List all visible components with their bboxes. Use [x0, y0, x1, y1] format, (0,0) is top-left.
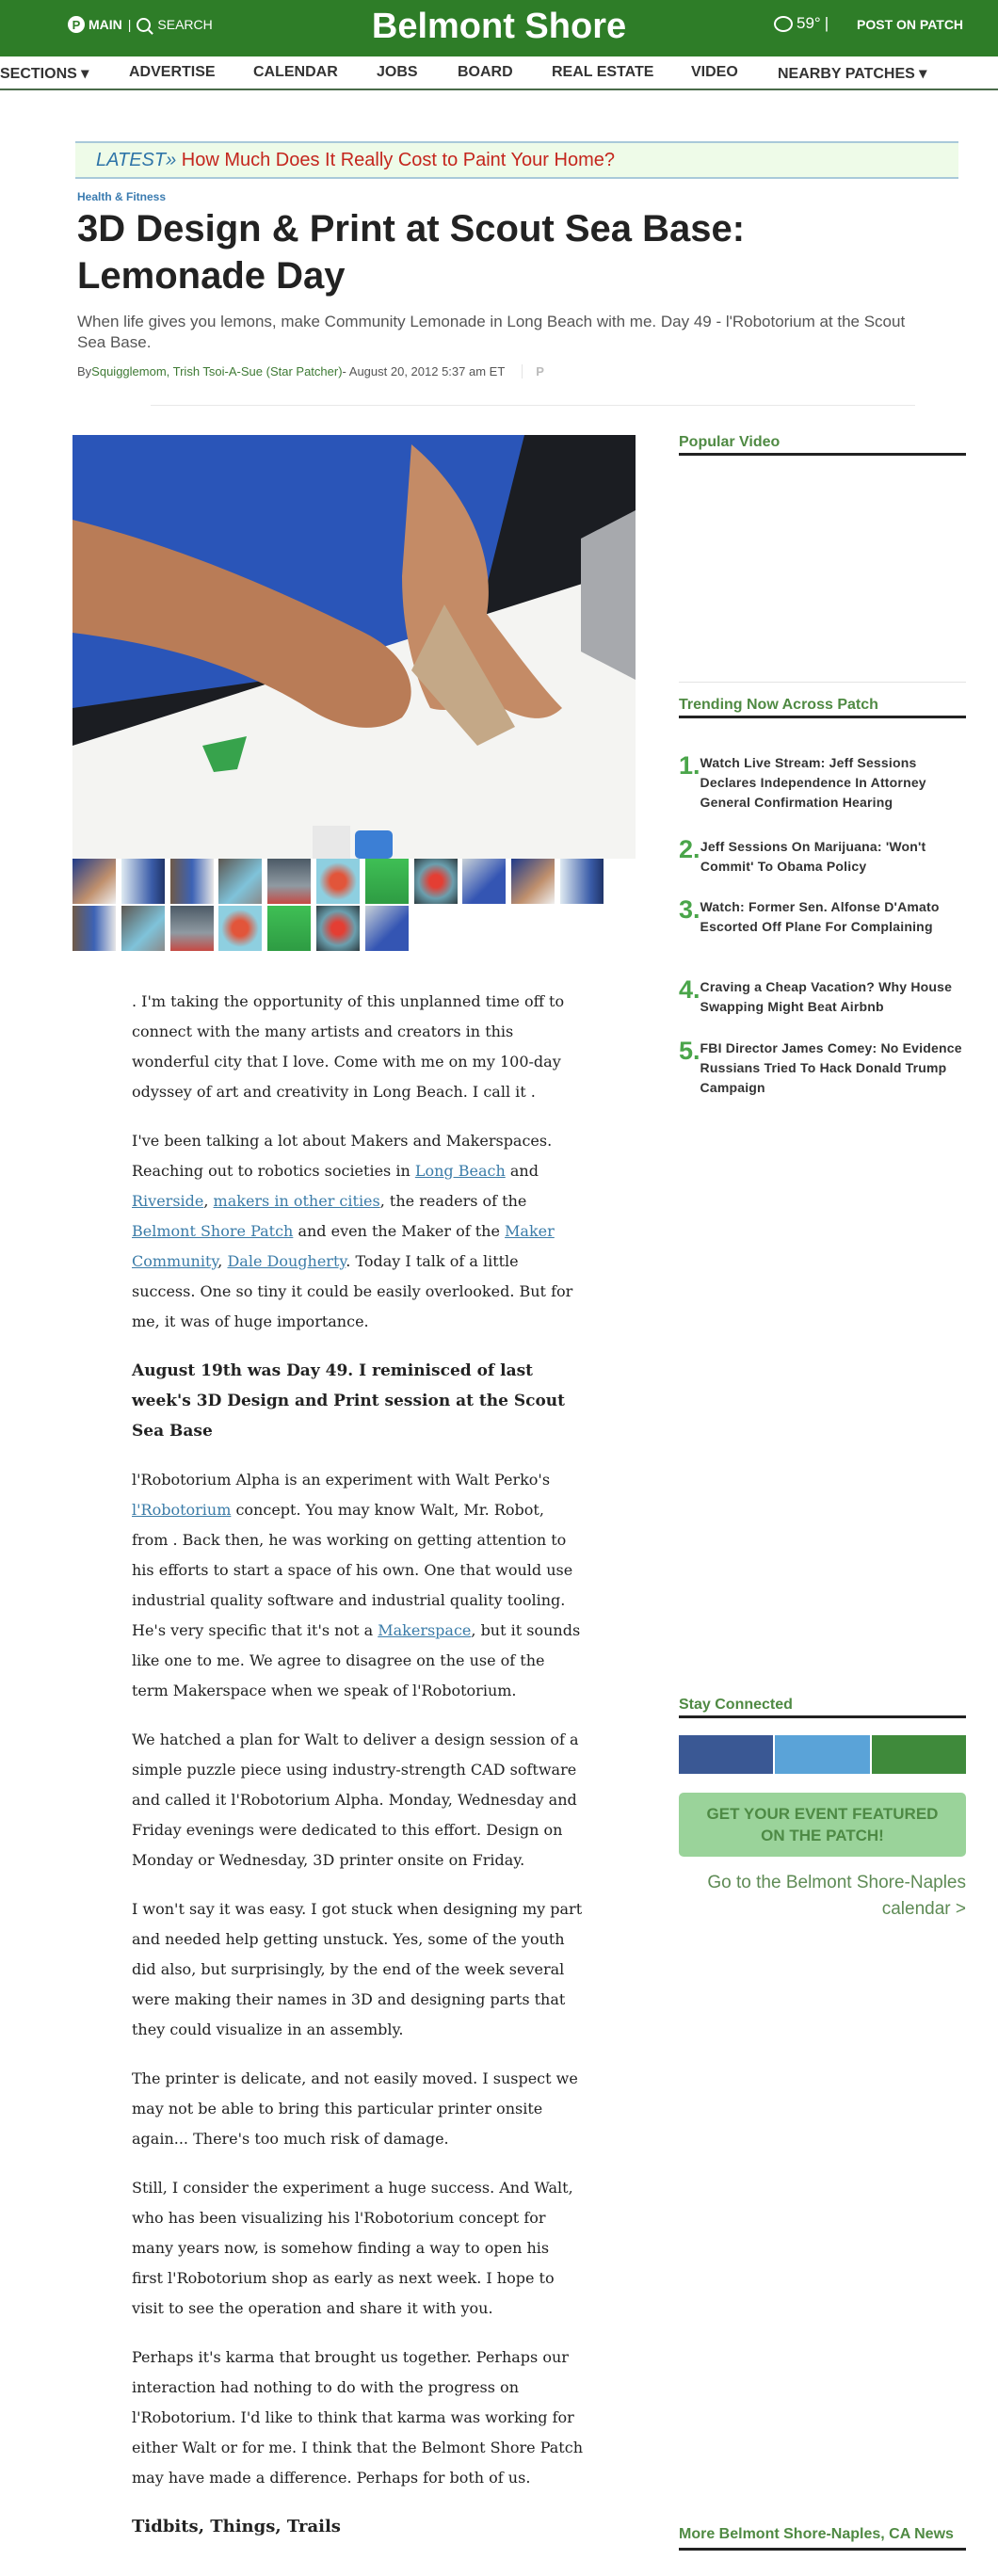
link-makers-other-cities[interactable]: makers in other cities — [213, 1192, 380, 1210]
nav-sections[interactable]: SECTIONS ▾ — [0, 66, 89, 82]
email-button[interactable] — [872, 1735, 966, 1774]
trending-link[interactable]: Craving a Cheap Vacation? Why House Swapping Might Beat Airbnb — [700, 979, 953, 1014]
link-long-beach[interactable]: Long Beach — [414, 1162, 506, 1180]
stay-connected-heading: Stay Connected — [679, 1697, 966, 1718]
trending-rank: 2. — [679, 835, 700, 863]
trending-rank: 5. — [679, 1037, 700, 1065]
text: and — [505, 1162, 539, 1180]
weather-separator: | — [824, 14, 829, 32]
search-icon — [137, 18, 151, 32]
thumbnail[interactable] — [365, 859, 409, 904]
main-label: MAIN — [89, 17, 122, 32]
get-event-featured-button[interactable] — [679, 1793, 966, 1857]
social-buttons — [679, 1735, 966, 1774]
thumbnail[interactable] — [267, 906, 311, 951]
publish-date: - August 20, 2012 5:37 am ET — [342, 364, 506, 378]
link-lrobotorium[interactable]: l'Robotorium — [132, 1501, 232, 1519]
article-subtitle: When life gives you lemons, make Community Lemonade in Long Beach with me. Day 49 - l'Robotorium at the Scout Sea Base. — [77, 313, 906, 351]
thumbnail[interactable] — [560, 859, 604, 904]
paragraph: Perhaps it's karma that brought us together. Perhaps our interaction had nothing to do with the progress on l'Robotorium. I'd like to think that karma was working for either Walt or for me. I think that the Belmont Shore Patch may have made a difference. Perhaps for both of us. — [132, 2348, 583, 2487]
paragraph — [132, 1126, 584, 1337]
trending-rank: 4. — [679, 975, 700, 1004]
trending-item[interactable] — [679, 837, 966, 877]
text: concept. You may know Walt, Mr. Robot, from . Back then, he was working on getting attention to his efforts to start a space of his own. One that would use industrial quality software and industrial quality tooling. He's very specific that it's not a — [132, 1501, 573, 1639]
site-title[interactable]: Belmont Shore — [371, 7, 627, 46]
nav-jobs[interactable]: JOBS — [377, 64, 418, 80]
popular-video-section — [679, 434, 966, 456]
nav-board[interactable]: BOARD — [458, 64, 513, 80]
paragraph: . I'm taking the opportunity of this unplanned time off to connect with the many artists and creators in this wonderful city that I love. Come with me on my 100-day odyssey of art and creativity in Long Beach. I call it . — [132, 992, 565, 1101]
paragraph: The printer is delicate, and not easily moved. I suspect we may not be able to bring this particular printer onsite again... There's too much risk of damage. — [132, 2069, 578, 2148]
nav-nearby-patches[interactable]: NEARBY PATCHES ▾ — [778, 66, 927, 82]
post-on-patch-button[interactable]: POST ON PATCH — [857, 17, 964, 32]
nav-calendar[interactable]: CALENDAR — [253, 64, 338, 80]
divider — [679, 682, 966, 683]
text: . Today I talk of a little success. One so tiny it could be easily overlooked. But for me, it was of huge importance. — [132, 1252, 573, 1330]
trending-item[interactable] — [679, 897, 966, 937]
weather[interactable] — [774, 14, 829, 33]
nav-advertise[interactable]: ADVERTISE — [129, 64, 216, 80]
article-title: 3D Design & Print at Scout Sea Base: Lemonade Day — [77, 208, 746, 297]
facebook-button[interactable] — [679, 1735, 773, 1774]
trending-link[interactable]: Watch: Former Sen. Alfonse D'Amato Escorted Off Plane For Complaining — [700, 899, 940, 934]
text: , but it sounds like one to me. We agree to disagree on the use of the term Makerspace when we speak of l'Robotorium. — [132, 1621, 581, 1699]
thumbnail[interactable] — [121, 859, 165, 904]
byline — [77, 364, 544, 378]
patch-logo-icon: P — [68, 16, 85, 33]
paragraph: I won't say it was easy. I got stuck when designing my part and needed help getting unstuck. Yes, some of the youth did also, but surprisingly, by the end of the week several were making their names in 3D and designing parts that they could visualize in an assembly. — [132, 1900, 583, 2038]
divider — [151, 405, 915, 406]
separator: | — [127, 17, 132, 32]
thumbnail[interactable] — [414, 859, 458, 904]
thumbnail[interactable] — [170, 906, 214, 951]
latest-banner[interactable] — [75, 141, 958, 179]
thumbnail[interactable] — [218, 859, 262, 904]
section-heading: Tidbits, Things, Trails — [132, 2517, 341, 2536]
thumbnail[interactable] — [316, 906, 360, 951]
calendar-link[interactable]: Go to the Belmont Shore-Naples calendar > — [707, 1873, 966, 1919]
link-dale-dougherty[interactable]: Dale Dougherty — [227, 1252, 346, 1270]
trending-link[interactable]: Jeff Sessions On Marijuana: 'Won't Commit' To Obama Policy — [700, 839, 926, 874]
hero-photo-illustration — [72, 435, 636, 859]
twitter-button[interactable] — [775, 1735, 869, 1774]
text: l'Robotorium Alpha is an experiment with Walt Perko's — [132, 1471, 551, 1489]
thumbnail[interactable] — [316, 859, 360, 904]
author-link[interactable]: Squigglemom, Trish Tsoi-A-Sue (Star Patcher) — [91, 364, 343, 378]
trending-link[interactable]: FBI Director James Comey: No Evidence Russians Tried To Hack Donald Trump Campaign — [700, 1040, 962, 1095]
pinterest-icon[interactable]: P — [522, 364, 544, 378]
trending-rank: 1. — [679, 751, 700, 780]
nav-real-estate[interactable]: REAL ESTATE — [552, 64, 654, 80]
trending-heading: Trending Now Across Patch — [679, 697, 966, 718]
article-body — [132, 987, 584, 2561]
trending-item[interactable] — [679, 753, 966, 813]
main-nav — [0, 56, 998, 90]
category-link[interactable]: Health & Fitness — [77, 190, 167, 203]
thumbnail[interactable] — [267, 859, 311, 904]
section-heading: August 19th was Day 49. I reminisced of last week's 3D Design and Print session at the Scout Sea Base — [132, 1361, 566, 1441]
temperature: 59° — [797, 14, 821, 32]
text: I've been talking a lot about Makers and Makerspaces. Reaching out to robotics societies in — [132, 1132, 553, 1180]
thumbnail[interactable] — [170, 859, 214, 904]
cloud-icon — [774, 16, 793, 32]
trending-item[interactable] — [679, 1038, 966, 1098]
text: , — [217, 1252, 228, 1270]
top-bar — [0, 0, 998, 56]
thumbnail[interactable] — [365, 906, 409, 951]
more-news-heading: More Belmont Shore-Naples, CA News — [679, 2523, 966, 2551]
trending-link[interactable]: Watch Live Stream: Jeff Sessions Declares Independence In Attorney General Confirmation Hearing — [700, 755, 926, 810]
thumbnail[interactable] — [511, 859, 555, 904]
byline-prefix: By — [77, 364, 92, 378]
text: and even the Maker of the — [293, 1222, 506, 1240]
more-news-section — [679, 2523, 966, 2551]
thumbnail[interactable] — [218, 906, 262, 951]
paragraph: We hatched a plan for Walt to deliver a design session of a simple puzzle piece using industry-strength CAD software and called it l'Robotorium Alpha. Monday, Wednesday and Friday evenings were dedicated to this effort. Design on Monday or Wednesday, 3D printer onsite on Friday. — [132, 1731, 579, 1869]
thumbnail[interactable] — [72, 906, 116, 951]
popular-video-heading: Popular Video — [679, 434, 966, 456]
search-label: SEARCH — [157, 17, 213, 32]
text: , — [203, 1192, 214, 1210]
latest-headline[interactable]: How Much Does It Really Cost to Paint Your Home? — [176, 150, 615, 170]
thumbnail[interactable] — [121, 906, 165, 951]
featured-label: GET YOUR EVENT FEATURED ON THE PATCH! — [706, 1805, 939, 1844]
hero-photo[interactable] — [72, 435, 636, 859]
main-link[interactable] — [68, 16, 213, 33]
paragraph — [132, 1465, 584, 1706]
thumbnail[interactable] — [462, 859, 506, 904]
latest-label: LATEST» — [96, 150, 177, 170]
link-riverside[interactable]: Riverside — [132, 1192, 204, 1210]
trending-item[interactable] — [679, 977, 966, 1017]
trending-rank: 3. — [679, 895, 700, 924]
trending-section — [679, 697, 966, 718]
nav-video[interactable]: VIDEO — [691, 64, 738, 80]
text: , the readers of the — [379, 1192, 527, 1210]
search-button[interactable] — [137, 17, 212, 32]
paragraph: Still, I consider the experiment a huge success. And Walt, who has been visualizing his l'Robotorium concept for many years now, is somehow finding a way to open his first l'Robotorium shop as early as next week. I hope to visit to see the operation and share it with you. — [132, 2179, 573, 2317]
stay-connected-section — [679, 1697, 966, 1718]
link-belmont-shore-patch[interactable]: Belmont Shore Patch — [132, 1222, 294, 1240]
thumbnail[interactable] — [72, 859, 116, 904]
link-maker-community[interactable]: Maker Community — [132, 1222, 555, 1270]
link-makerspace[interactable]: Makerspace — [378, 1621, 472, 1639]
